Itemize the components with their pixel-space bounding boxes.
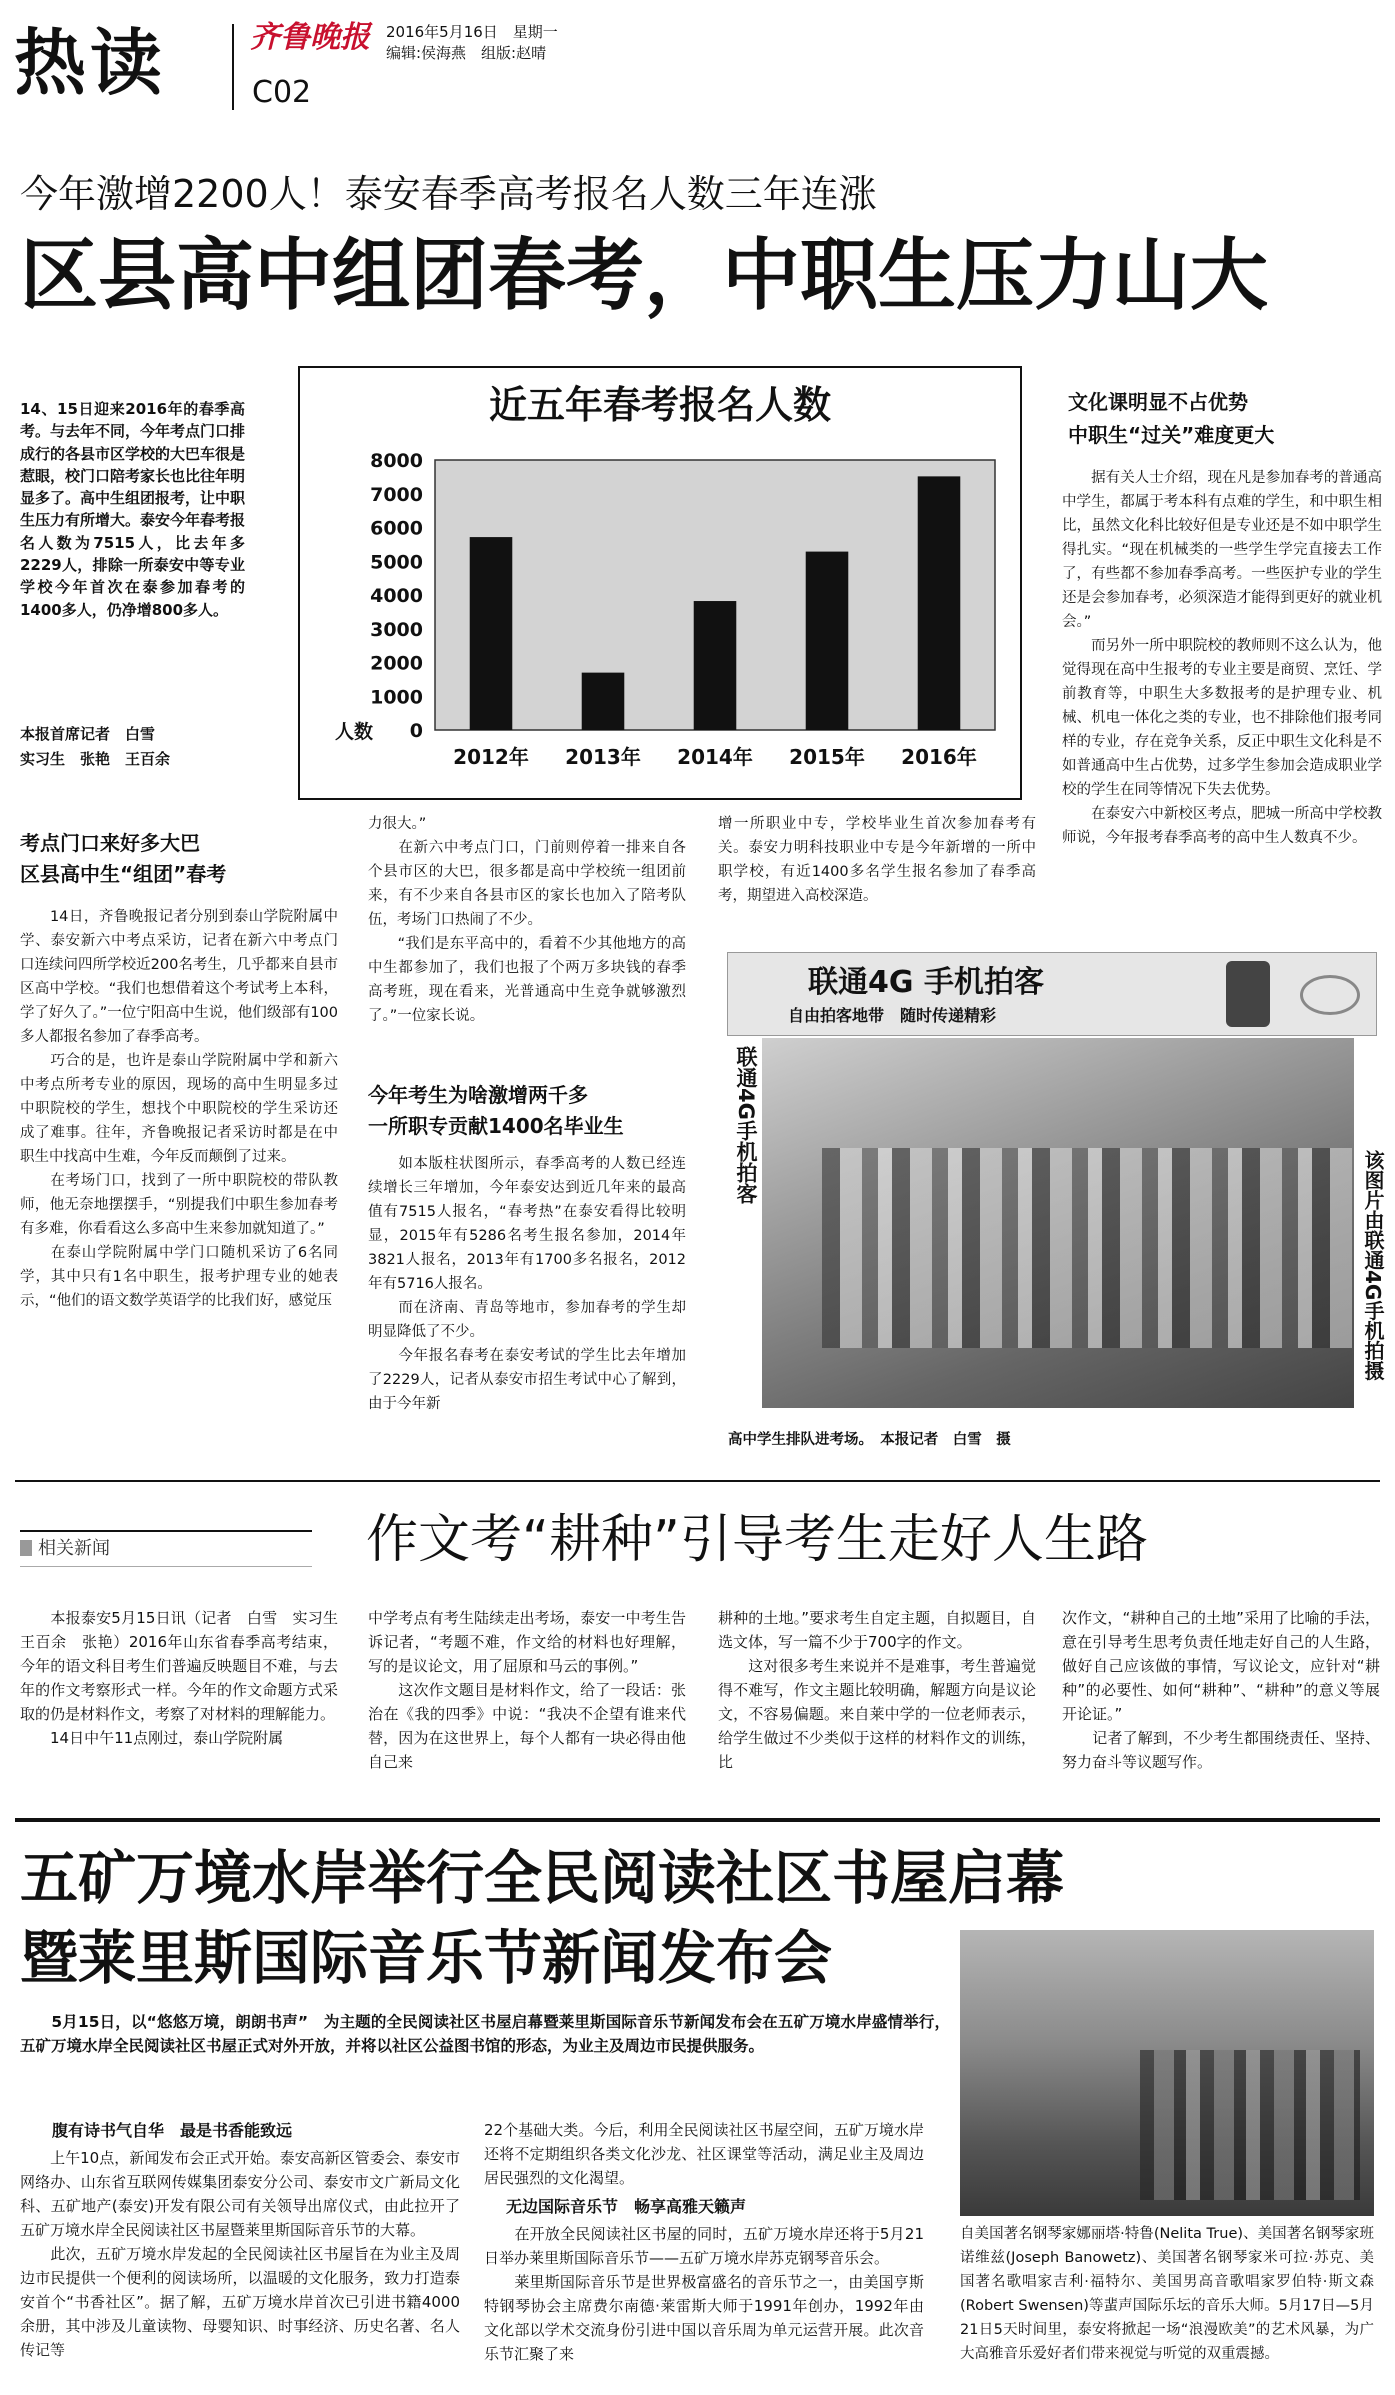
story1-subhead-3: 文化课明显不占优势 中职生“过关”难度更大 [1068,390,1275,447]
bar-2012年 [470,537,513,730]
chart-title: 近五年春考报名人数 [488,382,832,427]
bar-2015年 [806,552,849,730]
bar-2016年 [918,476,961,730]
exam-queue-photo [762,1038,1354,1408]
ad-side-label-left: 联通4G手机拍客 [734,1046,758,1204]
page-number: C02 [252,75,312,110]
x-tick-label-3: 2015年 [789,745,865,769]
y-tick-label-5: 5000 [370,551,423,574]
y-tick-label-8: 8000 [370,450,423,472]
bar-2013年 [582,673,625,730]
x-tick-label-1: 2013年 [565,745,641,769]
story1-kicker: 今年激增2200人！泰安春季高考报名人数三年连涨 [20,172,877,216]
story3-column-2b: 在开放全民阅读社区书屋的同时，五矿万境水岸还将于5月21日举办莱里斯国际音乐节——五矿万境水岸苏克钢琴音乐会。 莱里斯国际音乐节是世界极富盛名的音乐节之一，由美国亨斯特钢琴协会主席费尔南德·莱雷斯大师于1991年创办，1992年由文化部以学术交流身份引进中国以音乐周为单元运营开展。此次音乐节汇聚了来 [484,2225,924,2363]
photo-crowd [822,1148,1352,1348]
story1-byline-2: 实习生 张艳 王百余 [20,750,171,768]
story3-column-1: 上午10点，新闻发布会正式开始。泰安高新区管委会、泰安市网络办、山东省互联网传媒集团泰安分公司、泰安市文广新局文化科、五矿地产(泰安)开发有限公司有关领导出席仪式，由此拉开了五矿万境水岸全民阅读社区书屋暨莱里斯国际音乐节的大幕。 此次，五矿万境水岸发起的全民阅读社区书屋旨在为业主及周边市民提供一个便利的阅读场所，以温暖的文化服务，致力打造泰安首个“书香社区”。据了解，五矿万境水岸首次已引进书籍4000余册，其中涉及儿童读物、母婴知识、时事经济、历史名著、名人传记等 [20,2149,460,2359]
story3-headline-1: 五矿万境水岸举行全民阅读社区书屋启幕 [20,1844,1065,1912]
ad-side-label-right: 该图片由联通4G手机拍摄 [1361,1150,1385,1381]
story3-headline-2: 暨莱里斯国际音乐节新闻发布会 [20,1924,833,1992]
y-tick-label-4: 4000 [370,585,423,607]
story1-headline: 区县高中组团春考，中职生压力山大 [20,231,1269,321]
story1-column-2a: 力很大。” 在新六中考点门口，门前则停着一排来自各个县市区的大巴，很多都是高中学校统一组团前来，有不少来自各县市区的家长也加入了陪考队伍，考场门口热闹了不少。 “我们是东平高中的，看着不少其他地方的高中生都参加了，我们也报了个两万多块钱的春季高考班，现在看来，光普通高中生竞争就够激烈了。”一位家长说。 [368,816,686,1024]
story3-column-2a: 22个基础大类。今后，利用全民阅读社区书屋空间，五矿万境水岸还将不定期组织各类文化沙龙、社区课堂等活动，满足业主及周边居民强烈的文化渴望。 [484,2121,924,2187]
phone-graphic [1226,961,1270,1027]
related-news-text: 相关新闻 [38,1538,110,1559]
editor-line: 编辑:侯海燕 组版:赵晴 [386,44,547,62]
y-tick-label-3: 3000 [370,618,423,641]
story3-subhead-1: 腹有诗书气自华 最是书香能致远 [52,2121,293,2140]
y-tick-label-1: 1000 [370,686,423,709]
photo-caption: 高中学生排队进考场。 本报记者 白雪 摄 [728,1432,1011,1448]
story2-column-1: 本报泰安5月15日讯（记者 白雪 实习生 王百余 张艳）2016年山东省春季高考结束，今年的语文科目考生们普遍反映题目不难，与去年的作文考察形式一样。今年的作文命题方式采取的仍是材料作文，考察了对材料的理解能力。 14日中午11点刚过，泰山学院附属 [20,1609,338,1747]
enrollment-chart [298,366,1022,800]
y-tick-label-0: 0 [409,720,423,742]
story2-headline: 作文考“耕种”引导考生走好人生路 [366,1510,1148,1570]
story2-column-4: 次作文，“耕种自己的土地”采用了比喻的手法，意在引导考生思考负责任地走好自己的人生路，做好自己应该做的事情，写议论文，应针对“耕种”的必要性、如何“耕种”、“耕种”的意义等展开论证。” 记者了解到，不少考生都围绕责任、坚持、努力奋斗等议题写作。 [1062,1609,1380,1771]
divider-2 [15,1818,1380,1822]
chart-svg [300,368,1020,798]
ad-slogan: 自由拍客地带 随时传递精彩 [788,1006,997,1025]
story1-column-2b: 如本版柱状图所示，春季高考的人数已经连续增长三年增加，今年泰安达到近几年来的最高值有7515人报名，“春考热”在泰安看得比较明显，2015年有5286名考生报名参加，2014年3821人报名，2013年有1700多名报名，2012年有5716人报名。 而在济南、青岛等地市，参加春考的学生却明显降低了不少。 今年报名春考在泰安考试的学生比去年增加了2229人，记者从泰安市招生考试中心了解到，由于今年新 [368,1156,686,1412]
story2-column-3: 耕种的土地。”要求考生自定主题，自拟题目，自选文体，写一篇不少于700字的作文。 这对很多考生来说并不是难事，考生普遍觉得不难写，作文主题比较明确，解题方向是议论文，不容易偏题。来自莱中学的一位老师表示，给学生做过不少类似于这样的材料作文的训练，比 [718,1609,1036,1771]
story1-subhead-1: 考点门口来好多大巴 区县高中生“组团”春考 [20,831,227,886]
ad-banner [727,952,1377,1036]
story1-byline-1: 本报首席记者 白雪 [20,725,156,743]
story3-subhead-2: 无边国际音乐节 畅享高雅天籁声 [506,2197,747,2216]
story1-lead: 14、15日迎来2016年的春季高考。与去年不同，今年考点门口排成行的各县市区学校的大巴车很是惹眼，校门口陪考家长也比往年明显多了。高中生组团报考，让中职生压力有所增大。泰安今年春考报名人数为7515人，比去年多2229人，排除一所泰安中等专业学校今年首次在泰参加春考的1400多人，仍净增800多人。 [20,400,246,619]
press-conference-photo [960,1930,1374,2216]
photo-people [1140,2050,1360,2200]
photo-caption-2: 自美国著名钢琴家娜丽塔·特鲁(Nelita True)、美国著名钢琴家班诺维兹(Joseph Banowetz)、美国著名钢琴家米可拉·苏克、美国著名歌唱家吉利·福特尔、美国男高音歌唱家罗伯特·斯文森(Robert Swensen)等蜚声国际乐坛的音乐大师。5月17日—5月21日5天时间里，泰安将掀起一场“浪漫欧美”的艺术风暴，为广大高雅音乐爱好者们带来视觉与听觉的双重震撼。 [960,2226,1374,2362]
ad-title: 联通4G 手机拍客 [808,965,1044,1000]
related-news-label [20,1530,312,1567]
x-tick-label-2: 2014年 [677,745,753,769]
story3-lead: 5月15日，以“悠悠万境，朗朗书声” 为主题的全民阅读社区书屋启幕暨莱里斯国际音乐节新闻发布会在五矿万境水岸盛情举行，五矿万境水岸全民阅读社区书屋正式对外开放，并将以社区公益图书馆的形态，为业主及周边市民提供服务。 [20,2013,950,2055]
story1-column-3: 增一所职业中专，学校毕业生首次参加春考有关。泰安力明科技职业中专是今年新增的一所中职学校，有近1400多名学生报名参加了春季高考，期望进入高校深造。 [718,816,1036,904]
story1-subhead-2: 今年考生为啥激增两千多 一所职专贡献1400名毕业生 [368,1083,624,1138]
x-tick-label-0: 2012年 [453,745,529,769]
related-news-marker [20,1540,32,1556]
y-tick-label-7: 7000 [370,483,423,506]
section-title: 热读 [14,21,167,105]
divider-1 [15,1480,1380,1482]
story1-column-1: 14日，齐鲁晚报记者分别到泰山学院附属中学、泰安新六中考点采访，记者在新六中考点门口连续问四所学校近200名考生，几乎都来自县市区高中学校。“我们也想借着这个考试考上本科，学了好久了。”一位宁阳高中生说，他们级部有100多人都报名参加了春季高考。 巧合的是，也许是泰山学院附属中学和新六中考点所考专业的原因，现场的高中生明显多过中职院校的学生，想找个中职院校的学生采访还成了难事。往年，齐鲁晚报记者采访时都是在中职生中找高中生难，今年反而颠倒了过来。 在考场门口，找到了一所中职院校的带队教师，他无奈地摆摆手，“别提我们中职生参加春考有多难，你看看这么多高中生来参加就知道了。” 在泰山学院附属中学门口随机采访了6名同学，其中只有1名中职生，报考护理专业的她表示，“他们的语文数学英语学的比我们好，感觉压 [20,909,338,1309]
y-axis-label: 人数 [335,721,374,743]
masthead-divider [232,24,234,110]
y-tick-label-2: 2000 [370,652,423,675]
story1-column-4: 据有关人士介绍，现在凡是参加春考的普通高中学生，都属于考本科有点难的学生，和中职生相比，虽然文化科比较好但是专业还是不如中职学生得扎实。“现在机械类的一些学生学完直接去工作了，有些都不参加春季高考。一些医护专业的学生还是会参加春考，必须深造才能得到更好的就业机会。” 而另外一所中职院校的教师则不这么认为，他觉得现在高中生报考的专业主要是商贸、烹饪、学前教育等，中职生大多数报考的是护理专业、机械、机电一体化之类的专业，也不排除他们报考同样的专业，存在竞争关系，反正中职生文化科是不如普通高中生占优势，过多学生参加会造成职业学校的学生在同等情况下失去优势。 在泰安六中新校区考点，肥城一所高中学校教师说，今年报考春季高考的高中生人数真不少。 [1062,470,1382,846]
date-line: 2016年5月16日 星期一 [386,23,558,41]
y-tick-label-6: 6000 [370,517,423,540]
ad-brand-mark [1300,975,1360,1015]
paper-logo: 齐鲁晚报 [250,20,370,55]
bar-2014年 [694,601,737,730]
x-tick-label-4: 2016年 [901,745,977,769]
story2-column-2: 中学考点有考生陆续走出考场，泰安一中考生告诉记者，“考题不难，作文给的材料也好理解，写的是议论文，用了屈原和马云的事例。” 这次作文题目是材料作文，给了一段话：张治在《我的四季》中说：“我决不企望有谁来代替，因为在这世界上，每个人都有一块必得由他自己来 [368,1609,686,1771]
